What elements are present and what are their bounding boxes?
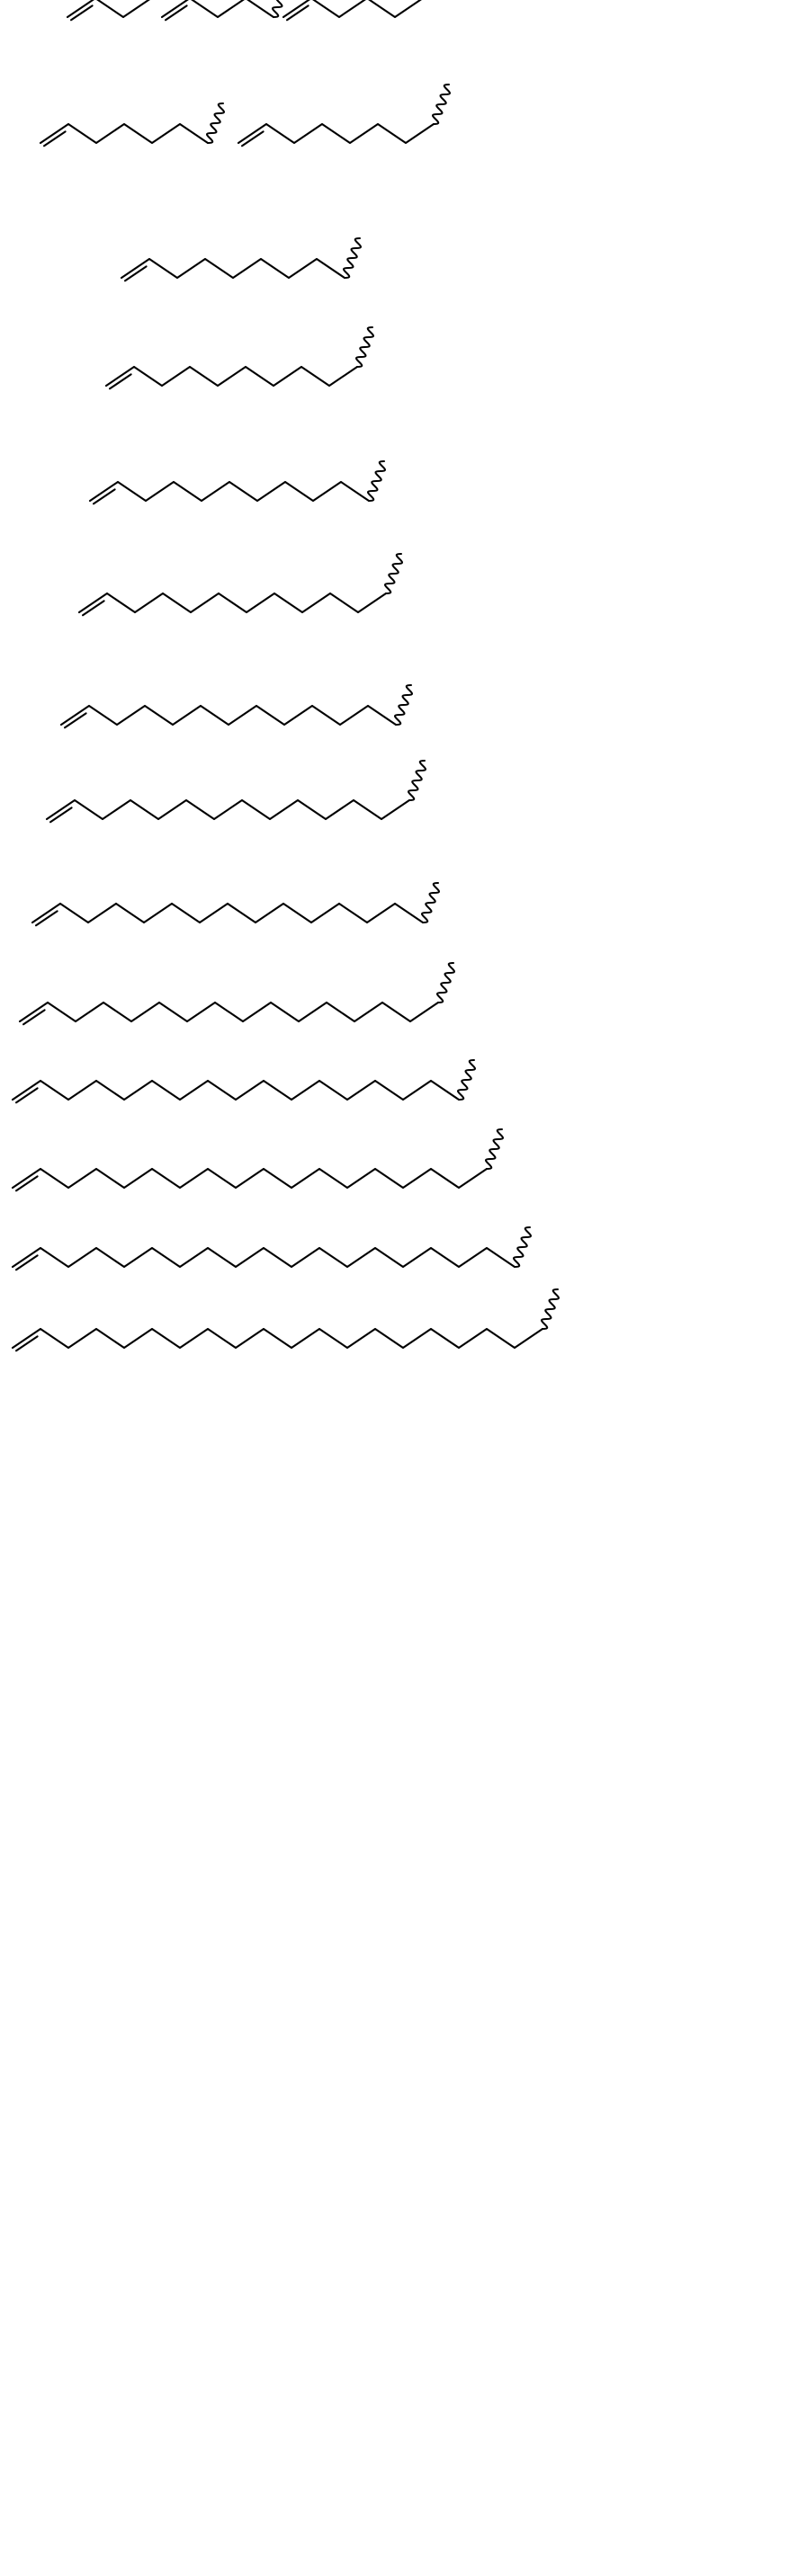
carbon-chain-bonds — [13, 1169, 487, 1188]
wavy-attachment-bond — [395, 685, 412, 725]
wavy-attachment-bond — [207, 103, 224, 143]
chemical-structure — [47, 840, 443, 877]
chemical-structure — [13, 1288, 548, 1324]
wavy-attachment-bond — [385, 554, 402, 593]
chemical-structure — [13, 1208, 520, 1245]
wavy-attachment-bond — [433, 85, 450, 124]
chemical-structure — [283, 38, 456, 75]
carbon-chain-bonds — [162, 0, 273, 17]
wavy-attachment-bond — [368, 461, 385, 501]
chemical-structure — [121, 299, 378, 335]
carbon-chain-bonds — [121, 259, 345, 278]
carbon-chain-bonds — [106, 367, 357, 386]
carbon-chain-bonds — [61, 706, 396, 725]
chemical-structure — [20, 1042, 471, 1079]
wavy-attachment-bond — [422, 883, 439, 923]
carbon-chain-bonds — [238, 124, 434, 143]
chemical-structure — [79, 633, 419, 670]
carbon-chain-bonds — [32, 904, 423, 923]
chemical-structure — [106, 406, 390, 443]
carbon-chain-bonds — [79, 593, 386, 612]
carbon-chain-bonds — [13, 1081, 459, 1100]
chemical-structure — [32, 943, 456, 980]
wavy-attachment-bond — [344, 238, 361, 278]
carbon-chain-bonds — [40, 124, 208, 143]
chemical-structure — [13, 1368, 576, 1405]
carbon-chain-bonds — [13, 1329, 542, 1348]
chemical-structure — [40, 164, 241, 201]
carbon-chain-bonds — [13, 1248, 515, 1267]
chemical-structure — [61, 745, 429, 782]
carbon-chain-bonds — [47, 800, 409, 819]
carbon-chain-bonds — [90, 482, 369, 501]
chemical-structure — [90, 521, 402, 558]
chemical-structure — [238, 164, 467, 201]
chemical-structure — [13, 1120, 492, 1157]
carbon-chain-bonds — [20, 1003, 438, 1021]
